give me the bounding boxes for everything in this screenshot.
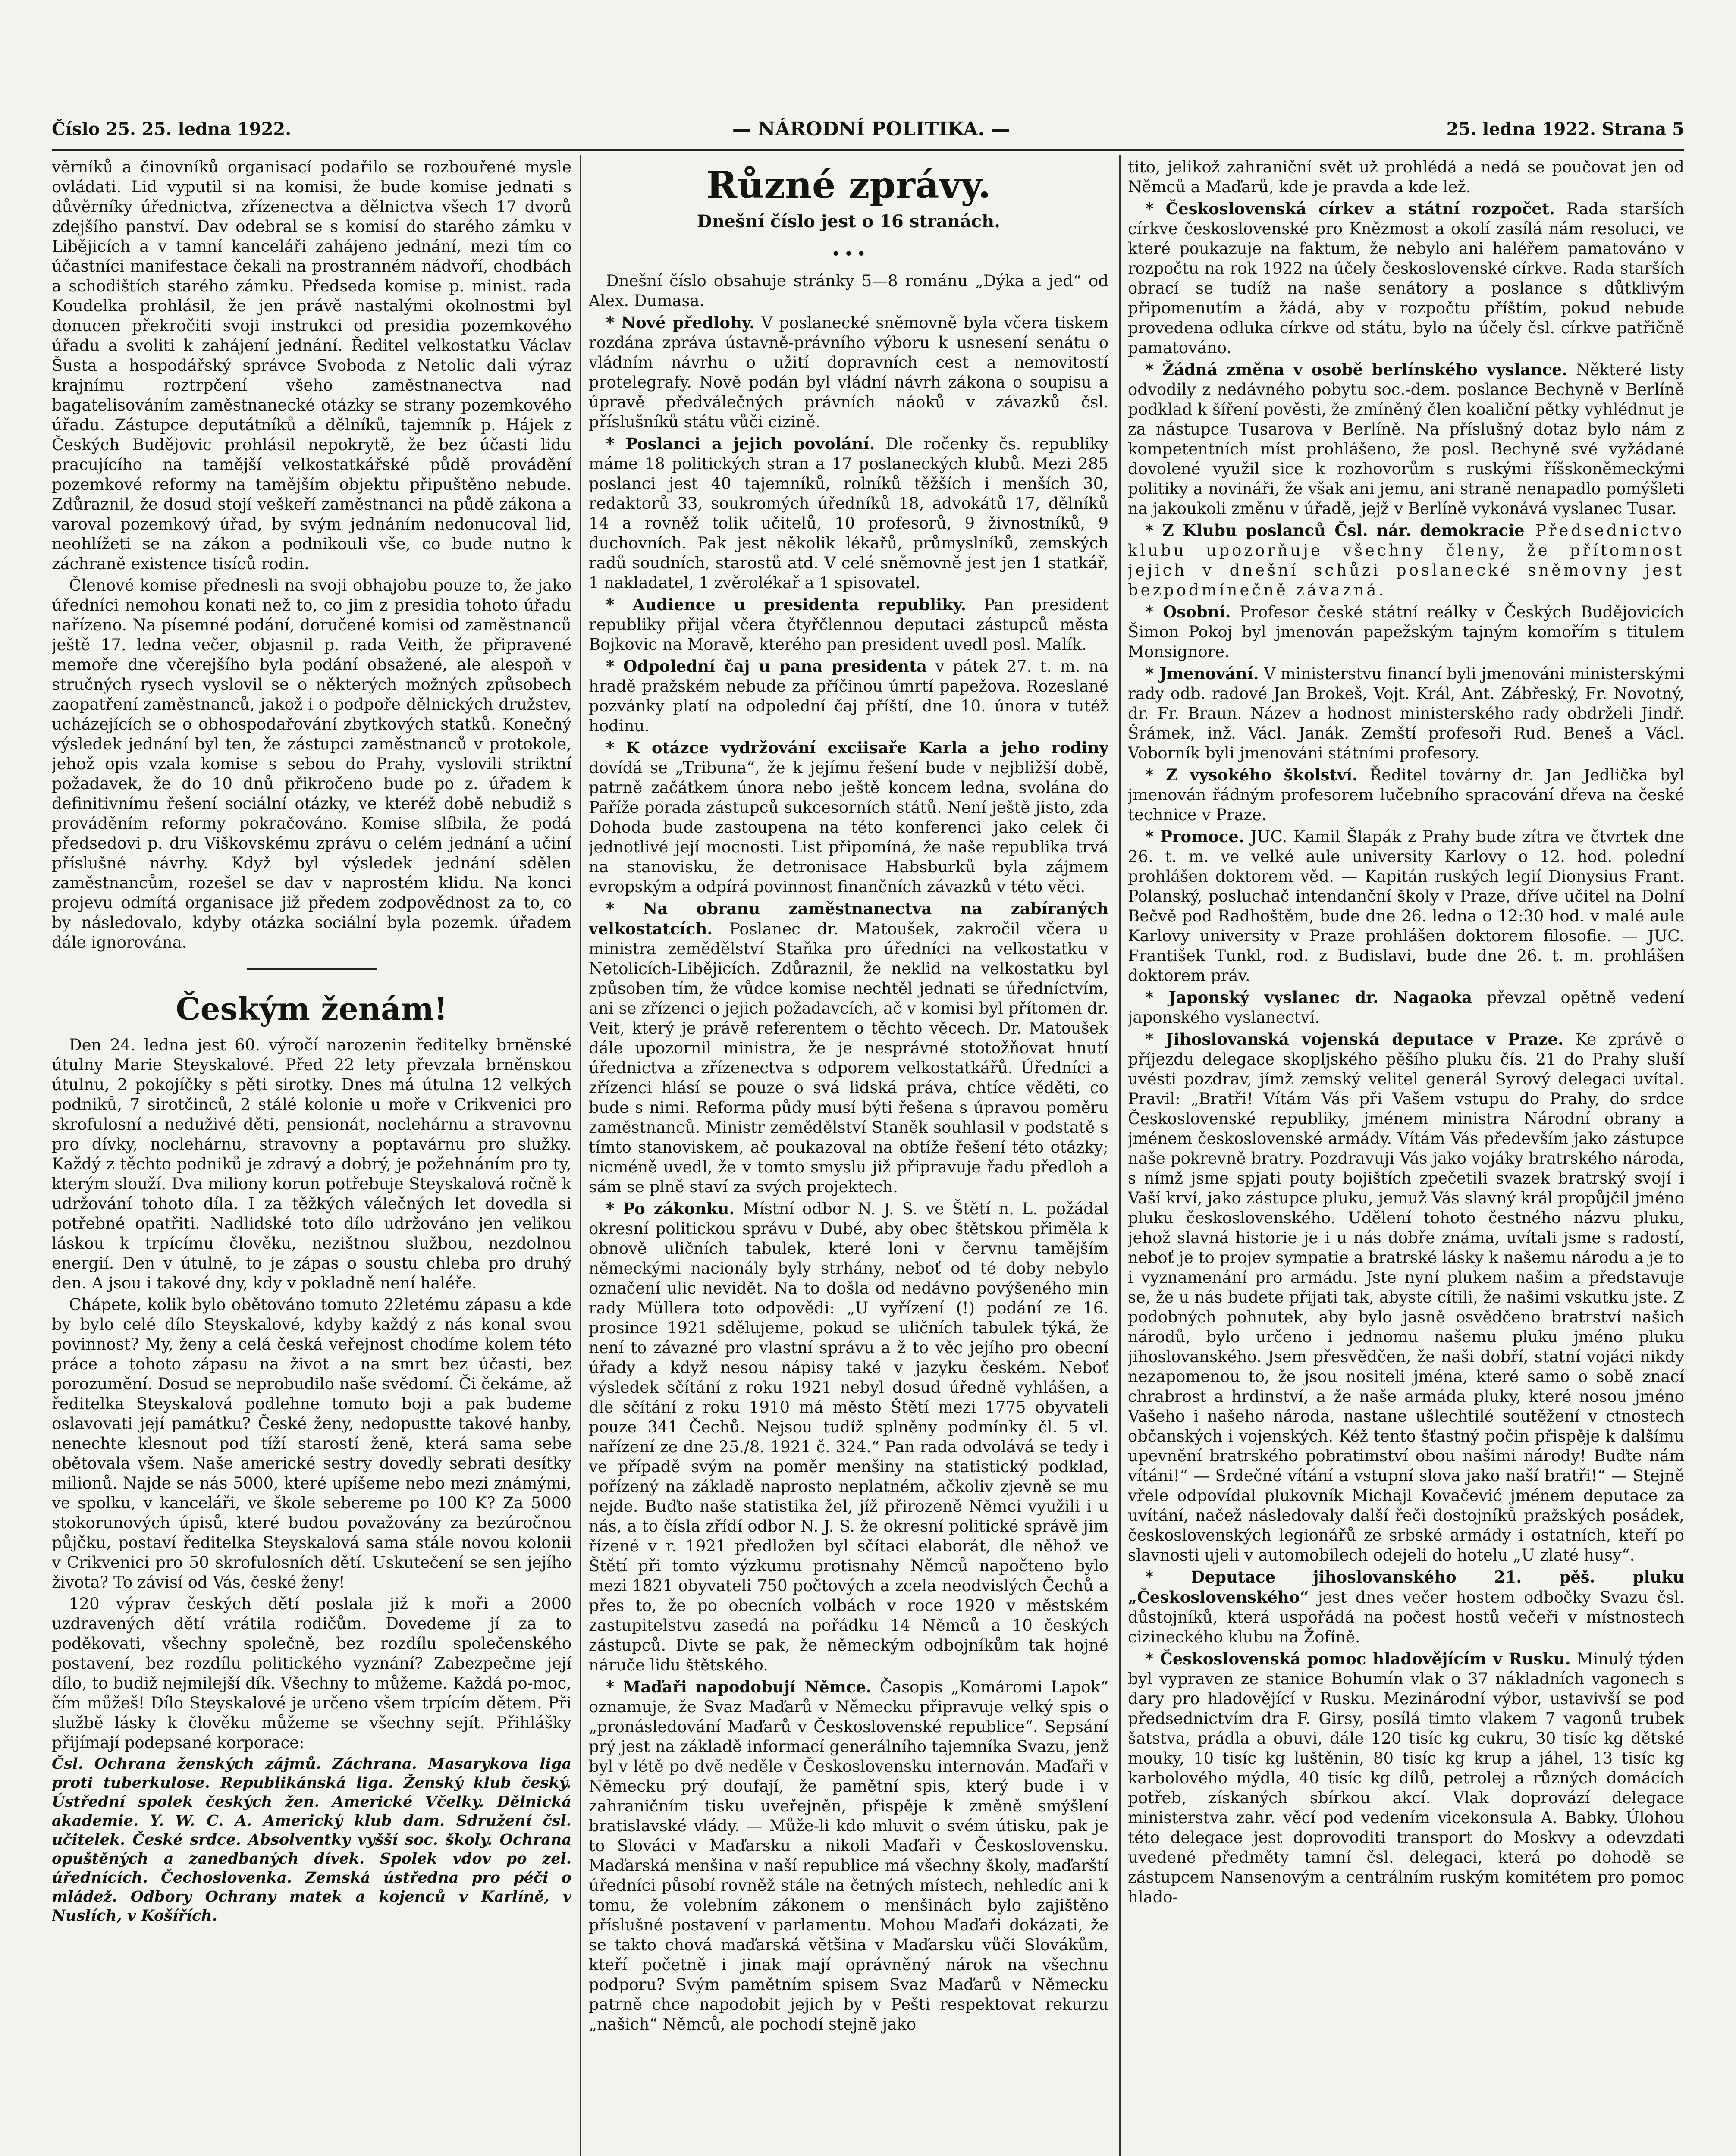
news-item: * Poslanci a jejich povolání. Dle ročenky čs. republiky máme 18 politických stran a 17 poslaneckých klubů. Mezi 285 poslanci jest 40 tajemníků, rolníků těžších i menších 30, redaktorů 33, soukromých úředníků 18, advokátů 17, dělníků 14 a rovněž tolik učitelů, 10 profesorů, 9 živnostníků, 9 duchovních. Pak jest několik lékařů, průmyslníků, zemských radů soudních, starostů atd. V celé sněmovně jest jen 1 statkář, 1 nakladatel, 1 zvěrolékař a 1 spisovatel. bbox=[589, 434, 1108, 592]
header-right: 25. ledna 1922. Strana 5 bbox=[1446, 119, 1684, 139]
news-item: * Jihoslovanská vojenská deputace v Praze. Ke zprávě o příjezdu delegace skopljského pěšího pluku čís. 21 do Prahy sluší uvésti pozdrav, jímž zemský velitel generál Syrový delegaci uvítal. Pravil: „Bratři! Vítám Vás při Vašem vstupu do Prahy, do srdce Československé republiky, jménem ministra Národní obrany a jménem československé armády. Vítám Vás především jako zástupce naše pokrevně bratry. Pozdravuji Vás jako vojáky bratrského národa, s nímž jsme spjati pouty bojištích zpečetili svazek bratrský svojí i Vaší krví, jako zástupce pluku, jemuž Vás slavný král propůjčil jméno pluku československého. Udělení tohoto čestného názvu pluku, jehož slavná historie je i u nás dobře známa, uvítali jsme s radostí, neboť je to projev sympatie a bratrské lásky k našemu národu a je to i vyznamenání pro armádu. Jste nyní plukem našim a představuje se, že u nás budete přijati tak, abyste cítili, že našimi vskutku jste. Z podobných pohnutek, aby bylo jasně osvědčeno bratrství našich národů, bylo určeno i jednomu našemu pluku jméno pluku jihoslovanského. Jsem přesvědčen, že naši dobří, statní vojáci nikdy nezapomenou to, že jsou nositeli jména, které samo o sobě znací chrabrost a hrdinství, a že naše armáda pluky, které nosou jméno Vašeho i našeho národa, nastane ušlechtilé soutěžení v ctnostech občanských i vojenských. Kéž tento šťastný počin přispěje k dalšímu upevnění bratrského pobratimství obou našimi národy! Buďte nám vítáni!“ — Srdečné vítání a vstupní slova jako naší bratři!“ — Stejně vřele odpovídal plukovník Michajl Kovačević jménem deputace za uvítání, načež následovaly další řeči dostojníků pražských posádek, československých legionářů ze srbské armády i ostatních, kteří po slavnosti ujeli v automobilech odejeli do hotelu „U zlaté husy“. bbox=[1128, 1030, 1684, 1564]
news-item: * Nové předlohy. V poslanecké sněmovně byla včera tiskem rozdána zpráva ústavně-právního výboru k usnesení senátu o vládním návrhu o užití dopravních cest a nemovitostí protelegrafy. Nově podán byl vládní návrh zákona o soupisu a úpravě předválečných právních náoků v závazků čsl. příslušníků státu vůči cizině. bbox=[589, 313, 1108, 431]
signatory-list: Čsl. Ochrana ženských zájmů. Záchrana. Masarykova liga proti tuberkulose. Republikánská liga. Ženský klub český. Ústřední spolek českých žen. Americké Včelky. Dělnická akademie. Y. W. C. A. Americký klub dam. Sdružení čsl. učitelek. České srdce. Absolventky vyšší soc. školy. Ochrana opuštěných a zanedbaných dívek. Spolek vdov po zel. úřednících. Čechoslovenka. Zemská ústředna pro péči o mládež. Odbory Ochrany matek a kojenců v Karlíně, v Nuslích, v Košířích. bbox=[52, 1755, 571, 1924]
news-heading: * Osobní. bbox=[1145, 602, 1231, 621]
column-divider bbox=[580, 155, 581, 2156]
news-item: tito, jelikož zahraniční svět už prohlédá a nedá se poučovat jen od Němců a Maďarů, kde je pravda a kde lež. bbox=[1128, 158, 1684, 196]
news-item: * Audience u presidenta republiky. Pan president republiky přijal včera čtyřčlennou deputaci zástupců města Bojkovic na Moravě, kterého pan president uvedl posl. Malík. bbox=[589, 595, 1108, 654]
news-item: * Z Klubu poslanců Čsl. nár. demokracie Předsednictvo klubu upozorňuje všechny členy, že přítomnost jejich v dnešní schůzi poslanecké sněmovny jest bezpodmínečně závazná. bbox=[1128, 521, 1684, 599]
column-2 bbox=[589, 157, 1108, 2156]
column-divider bbox=[1119, 155, 1121, 2156]
news-item: * Jmenování. V ministerstvu financí byli jmenováni ministerskými rady odb. radové Jan Brokeš, Vojt. Král, Ant. Zábřeský, Fr. Novotný, dr. Fr. Braun. Název a hodnost ministerského rady obdrželi Jindř. Šrámek, inž. Václ. Janák. Zemští profesoři Rud. Beneš a Václ. Voborník byli jmenováni státními profesory. bbox=[1128, 664, 1684, 762]
section-title: Různé zprávy. bbox=[706, 163, 991, 207]
section-subtitle: Dnešní číslo jest o 16 stranách. bbox=[697, 211, 1001, 232]
header-left: Číslo 25. 25. ledna 1922. bbox=[52, 119, 292, 139]
news-item: * Žádná změna v osobě berlínského vyslance. Některé listy odvodily z nedávného pobytu soc.-dem. poslance Bechyně v Berlíně podklad k šíření pověsti, že zmíněný člen koaliční pětky vyhlédnut je za nástupce Tusarova v Berlíně. Na příslušný dotaz bylo nám z kompetentních míst prohlášeno, že posl. Bechyně své vyžádané dovolené využil sice k rozhovorům s ruskými říšskoněmeckými politiky a novináři, že však ani jemu, ani straně nenapadlo pomýšleti na jakoukoli změnu v úřadě, jejž v Berlíně vykonává vyslanec Tusar. bbox=[1128, 360, 1684, 518]
news-heading: * Jihoslovanská vojenská deputace v Praze. bbox=[1145, 1030, 1563, 1049]
page-header bbox=[52, 116, 1684, 151]
news-heading: * Maďaři napodobují Němce. bbox=[606, 1677, 872, 1696]
masthead-title: — NÁRODNÍ POLITIKA. — bbox=[732, 118, 1011, 140]
news-item: * Československá církev a státní rozpočet. Rada starších církve československé pro Knězmost a okolí zasílá nám resoluci, ve které poukazuje na faktum, že nebylo ani haléřem pamatováno v rozpočtu na rok 1922 na účely československé církve. Rada starších obrací se tudíž na naše senátory a poslance s důtklivým připomenutím a žádá, aby v rozpočtu příštím, pokud nebude provedena odluka církve od státu, bylo na účely čsl. církve patřičně pamatováno. bbox=[1128, 199, 1684, 357]
news-heading: * Z vysokého školství. bbox=[1145, 765, 1358, 784]
article-paragraph: Členové komise přednesli na svoji obhajobu pouze to, že jako úředníci nemohou konati než to, co jim z presidia tohoto úřadu nařízeno. Na písemné podání, doručené komisi od zaměstnanců ještě 17. ledna večer, objasnil p. rada Veith, že připravené memoře dne včerejšího byla podání obsažené, ale alespoň v stručných rysech vyslovil se o některých možných způsobech zaopatření zaměstnanců, jakož i o podpoře dělnických družstev, ucházejících se o obhospodařování zbytkových statků. Konečný výsledek jednání byl ten, že zástupci zaměstnanců v protokole, jehož opis vzala komise s sebou do Prahy, vyslovili striktní požadavek, že do 10 dnů přikročeno bude po z. úřadem k definitivnímu řešení sociální otázky, ve kteréž době nebudiž s prováděním reformy pokračováno. Komise slíbila, že podá předsedovi p. dru Viškovskému zprávu o celém jednání a učiní příslušné návrhy. Když byl výsledek jednání sdělen zaměstnancům, rozešel se dav v naprostém klidu. Na konci projevu odmítá organisace již předem zodpovědnost za to, co by následovalo, kdyby otázka sociální byla pozemk. úřadem dále ignorována. bbox=[52, 576, 571, 952]
header-rule bbox=[52, 149, 1684, 151]
news-heading: * Promoce. bbox=[1145, 827, 1244, 846]
article-paragraph: věrníků a činovníků organisací podařilo se rozbouřené mysle ovládati. Lid vyputil si na komisi, že bude komise jednati s důvěrníky úřednictva, zřízenectva a dělnictva všech 17 dvorů zdejšího panství. Dav odebral se s komisí do starého zámku v Libějicích a v tamní kanceláři zahájeno jednání, mezi tím co účastníci manifestace čekali na prostranném nádvoří, chodbách a schodištích starého zámku. Předseda komise p. minist. rada Koudelka prohlásil, že jen právě nastalými okolnostmi byl donucen překročiti svoji instrukci od presidia pozemkového úřadu a svoliti k zahájení jednání. Ředitel velkostatku Václav Šusta a hospodářský správce Svoboda z Netolic dali výraz krajnímu roztrpčení všeho zaměstnanectva nad bagatelisováním zaměstnanecké otázky se strany pozemkového úřadu. Zástupce deputátníků a dělníků, tajemník p. Hájek z Českých Budějovic prohlásil nepokrytě, že bez účasti lidu pracujícího na tamější velkostatkářské půdě provádění pozemkové reformy na tamějším objektu připuštěno nebude. Zdůraznil, že dosud stojí veškeří zaměstnanci na půdě zákona a varoval pozemkový úřad, by svým jednáním nedonucoval lid, neohlížeti se na zákon a podnikouli vše, co bude nutno k záchraně existence tisíců rodin. bbox=[52, 158, 571, 573]
section-separator bbox=[247, 968, 377, 970]
column-3 bbox=[1128, 157, 1684, 2156]
news-heading: * Po zákonku. bbox=[606, 1199, 735, 1218]
news-item: * Osobní. Profesor české státní reálky v Českých Budějovicích Šimon Pokoj byl jmenován papežským tajným komořím s titulem Monsignore. bbox=[1128, 602, 1684, 661]
news-heading: * Jmenování. bbox=[1145, 664, 1259, 683]
news-heading: * Na obranu zaměstnanectva na zabíraných velkostatcích. bbox=[589, 899, 1108, 938]
news-heading: * Z Klubu poslanců Čsl. nár. demokracie bbox=[1145, 521, 1525, 540]
news-item: * Po zákonku. Místní odbor N. J. S. ve Štětí n. L. požádal okresní politickou správu v Dubé, aby obec štětskou přiměla k obnově uličních tabulek, které loni v červnu tamějším německými nacionály byly strhány, neboť od té doby nebylo označení ulic nevidět. Na to došla od nedávno povýšeného min rady Müllera toto odpovědi: „U vyřízení (!) podání ze 16. prosince 1921 sdělujeme, pokud se uličních tabulek týká, že není to závazné pro vlastní správu a ž to věc jejího pro obecní úřady a když nesou nápisy také v jazyku českém. Neboť výsledek sčítání z roku 1921 nebyl dosud úředně vyhlášen, a dle sčítání z roku 1910 má město Štětí mezi 1775 obyvateli pouze 341 Čechů. Nejsou tudíž splněny podmínky čl. 5 vl. nařízení ze dne 25./8. 1921 č. 324.“ Pan rada odvolává se tedy i ve případě svým na poměr menšiny na statistický podklad, pořízený na základě naprosto neplatném, ačkoliv zjevně se mu nejde. Buďto naše statistika žel, jíž přirozeně Němci využili i u nás, a to čísla zřídí odbor N. J. S. že okresní politické správě jim řízené v r. 1921 předložen byl sčítaci elaborát, dle něhož ve Štětí při tomto výzkumu protisnahy Němců napočteno bylo mezi 1821 obyvateli 750 počtových a zcela neodvislých Čechů a přes to, že po obecních volbách v roce 1920 v městském zastupitelstvu zasedá na pořádku 14 Němců a 10 českých zástupců. Divte se pak, že německým odbojníkům tak hojné náruče lidu štětského. bbox=[589, 1199, 1108, 1674]
news-heading: * K otázce vydržování exciisaře Karla a jeho rodiny bbox=[606, 738, 1108, 757]
dots-separator: • • • bbox=[832, 247, 866, 262]
news-heading: * Japonský vyslanec dr. Nagaoka bbox=[1145, 988, 1472, 1007]
article-paragraph: Den 24. ledna jest 60. výročí narozenin ředitelky brněnské útulny Marie Steyskalové. Před 22 lety převzala brněnskou útulnu, 2 pokojíčky s pěti sirotky. Dnes má útulna 12 velkých podniků, 7 sirotčinců, 2 stálé kolonie u moře v Crikvenici pro skrofulosní a neduživé děti, pensionát, noclehárnu a stravovnu pro dívky, noclehárnu, stravovny a poptavárnu pro služky. Každý z těchto podniků je zdravý a dobrý, je požehnáním pro ty, kterým slouží. Dva miliony korun potřebuje Steyskalová ročně k udržování tohoto díla. I za těžkých válečných let dovedla si potřebné opatřiti. Nadlidské toto dílo udržováno jen velikou láskou k trpícímu člověku, nezištnou službou, nezdolnou energií. Den v útulně, to je zápas o soustu chleba pro druhý den. A jsou i takové dny, kdy v pokladně není haléře. bbox=[52, 1036, 571, 1292]
column-1 bbox=[52, 157, 571, 2156]
news-item: * Japonský vyslanec dr. Nagaoka převzal opětně vedení japonského vyslanectví. bbox=[1128, 988, 1684, 1027]
news-item: * Promoce. JUC. Kamil Šlapák z Prahy bude zítra ve čtvrtek dne 26. t. m. ve velké aule university Karlovy o 12. hod. polední prohlášen doktorem věd. — Kapitán ruských legií Dionysius Frant. Polanský, posluchač intendanční školy v Praze, dříve učitel na Dolní Bečvě pod Radhoštěm, bude dne 26. ledna o 12:30 hod. v malé aule Karlovy university v Praze prohlášen doktorem filosofie. — JUC. František Tunkl, rod. z Budislavi, bude dne 26. t. m. prohlášen doktorem práv. bbox=[1128, 827, 1684, 985]
news-heading: * Audience u presidenta republiky. bbox=[606, 595, 966, 614]
article-paragraph: Chápete, kolik bylo obětováno tomuto 22letému zápasu a kde by bylo celé dílo Steyskalové, kdyby každý z nás konal svou povinnost? My, ženy a celá česká veřejnost chodíme kolem této práce a tohoto zápasu na život a na smrt bez účasti, bez porozumění. Dosud se neprobudilo naše svědomí. Či čekáme, až ředitelka Steyskalová podlehne tomuto boji a pak budeme oslavovati její památku? České ženy, nedopustte takové hanby, nenechte klesnout pod tíží starostí ženě, která sama sebe obětovala všem. Naše americké sestry dovedly sebrati desítky milionů. Najde se nás 5000, které upíšeme nebo mezi známými, ve spolku, v kanceláři, ve škole sebereme po 100 K? Za 5000 stokorunových úpisů, které budou považovány za bezúročnou půjčku, postaví ředitelka Steyskalová sama stále novou kolonii v Crikvenici pro 50 skrofulosních dětí. Uskutečení se sen jejího života? To závisí od Vás, české ženy! bbox=[52, 1295, 571, 1592]
news-heading: * Nové předlohy. bbox=[606, 313, 755, 332]
article-title: Českým ženám! bbox=[176, 990, 448, 1027]
news-item: * Maďaři napodobují Němce. Časopis „Komáromi Lapok“ oznamuje, že Svaz Maďarů v Německu připravuje velký spis o „pronásledování Maďarů v Československé republice“. Sepsání prý jest na základě informací generálního tajemníka Svazu, jenž byl v létě po dvě neděle v Československu internován. Maďaři v Německu prý doufají, že pamětní spis, který bude i v zahraničním tisku uveřejněn, přispěje k změně smýšlení bratislavské vlády. — Může-li kdo mluvit o svém útisku, pak je to Slováci v Maďarsku a nikoli Maďaři v Československu. Maďarská menšina v naší republice má všechny školy, maďarští úředníci působí rovněž stále na četných místech, nehledíc ani k tomu, že volebním zákonem o menšinách bylo zajištěno příslušné postavení v parlamentu. Mohou Maďaři dokázati, že se takto chová maďarská většina v Maďarsku vůči Slovákům, kteří početně i jinak mají oprávněný nárok na všechnu podporu? Svým pamětním spisem Svaz Maďarů v Německu patrně chce napodobit jejich by v Pešti respektovat rekurzu „našich“ Němců, ale pochodí stejně jako bbox=[589, 1677, 1108, 2034]
news-item: * Odpolední čaj u pana presidenta v pátek 27. t. m. na hradě pražském nebude za příčinou úmrtí papežova. Rozeslané pozvánky platí na odpolední čaj příští, dne 10. února v tutéž hodinu. bbox=[589, 657, 1108, 735]
news-heading: * Československá pomoc hladovějícím v Rusku. bbox=[1145, 1649, 1571, 1668]
news-item: Dnešní číslo obsahuje stránky 5—8 románu „Dýka a jed“ od Alex. Dumasa. bbox=[589, 272, 1108, 310]
news-item: * Z vysokého školství. Ředitel továrny dr. Jan Jedlička byl jmenován řádným profesorem lučebního spracování dřeva na české technice v Praze. bbox=[1128, 765, 1684, 824]
news-item: * Československá pomoc hladovějícím v Rusku. Minulý týden byl vypraven ze stanice Bohumín vlak o 37 nákladních vagonech s dary pro hladovějící v Rusku. Mezinárodní výbor, ustavivší se pod předsednictvím dra F. Girsy, posílá timto vlakem 7 vagonů trubek šatstva, prádla a obuvi, dále 120 tisíc kg cukru, 30 tisíc kg dětské mouky, 10 tisíc kg luštěnin, 80 tisíc kg krup a jáhel, 13 tisíc kg karbolového mýdla, 40 tisíc kg dílů, petrolej a různých domácích potřeb, získaných sbírkou akcí. Vlak doprovází delegace ministerstva zahr. věcí pod vedením vicekonsula A. Babky. Úlohou této delegace jest doprovoditi transport do Moskvy a odevzdati uvedené předměty tamní čsl. delegaci, která po dohodě se zástupcem Nansenovým a centrálním ruským komitétem pro pomoc hlado- bbox=[1128, 1649, 1684, 1906]
news-item: * K otázce vydržování exciisaře Karla a jeho rodiny dovídá se „Tribuna“, že k jejímu řešení bude v nejbližší době, patrně začátkem února nebo ještě koncem ledna, svolána do Paříže porada zástupců sukcesorních států. Není ještě jisto, zda Dohoda bude zastoupena na této konferenci jako celek či jednotlivé její mocnosti. List připomíná, že naše republika trvá na stanovisku, že detronisace Habsburků byla zájmem evropským a odpírá povinnost finančních závazků v této věci. bbox=[589, 738, 1108, 896]
news-heading: * Poslanci a jejich povolání. bbox=[606, 434, 875, 453]
news-item: * Na obranu zaměstnanectva na zabíraných velkostatcích. Poslanec dr. Matoušek, zakročil včera u ministra zemědělství Staňka pro úředníci na velkostatku v Netolicích-Libějicích. Zdůraznil, že neklid na velkostatku byl způsoben tím, že vůdce komise nechtěl jednati se úředníctvím, ani se zřízenci o jejich požadavcích, ač v komisi byl přítomen dr. Veit, který je právě referentem o těchto věcech. Dr. Matoušek dále upozornil ministra, že je nesprávné stotožňovat hnutí úřednictva a zřízenectva s odporem velkostatkářů. Úředníci a zřízenci hlásí se pouze o svá lidská práva, chtíce věděti, co bude s nimi. Reforma půdy musí býti řešena s úpravou poměru zaměstnanců. Ministr zemědělství Staněk souhlasil v podstatě s tímto stanoviskem, ač poukazoval na obtíže řešení této otázky; nicméně uvedl, že v tomto smyslu již připravuje řadu předloh a sám se plně staví za svých projektech. bbox=[589, 899, 1108, 1196]
news-heading: * Žádná změna v osobě berlínského vyslance. bbox=[1145, 360, 1568, 379]
article-paragraph: 120 výprav českých dětí poslala již k moři a 2000 uzdravených dětí vrátila rodičům. Dovedeme jí za to poděkovati, všechny společně, bez rozdílu společenského postavení, bez rozdílu politického vyznání? Zabezpečme její dílo, to budiž nejmilejší dík. Všechny to můžeme. Každá po-moc, čím můžeš! Dílo Steyskalové je určeno všem trpícím dětem. Při službě lásky k člověku můžeme se všechny sejít. Přihlášky přijímají podepsané korporace: bbox=[52, 1595, 571, 1752]
news-item: * Deputace jihoslovanského 21. pěš. pluku „Československého“ jest dnes večer hostem odbočky Svazu čsl. důstojníků, která uspořádá na počest hostů večeři v místnostech cizineckého klubu na Žofíně. bbox=[1128, 1567, 1684, 1646]
news-heading: * Odpolední čaj u pana presidenta bbox=[606, 657, 927, 676]
news-heading: * Československá církev a státní rozpočet. bbox=[1145, 199, 1555, 218]
news-heading: * Deputace jihoslovanského 21. pěš. pluku „Československého“ bbox=[1128, 1567, 1684, 1607]
